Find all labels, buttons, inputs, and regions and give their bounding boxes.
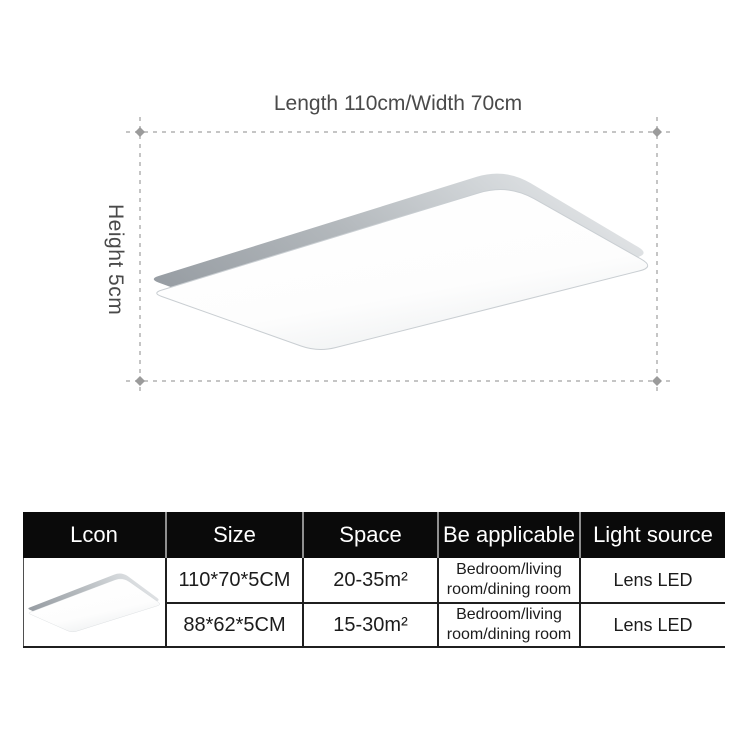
- table-cell-applicable: Bedroom/living room/dining room: [439, 558, 581, 604]
- table-cell-space: 15-30m²: [304, 604, 439, 646]
- height-label: Height 5cm: [104, 204, 127, 316]
- table-cell-light-source: Lens LED: [581, 558, 725, 604]
- header-space: Space: [304, 512, 439, 558]
- spec-table: [23, 512, 725, 648]
- ceiling-lamp-icon: [26, 570, 163, 634]
- table-cell-size: 88*62*5CM: [167, 604, 304, 646]
- product-icon-cell: [23, 558, 167, 646]
- length-width-label: Length 110cm/Width 70cm: [273, 92, 523, 115]
- table-cell-size: 110*70*5CM: [167, 558, 304, 604]
- header-icon: Lcon: [23, 512, 167, 558]
- table-cell-applicable: Bedroom/living room/dining room: [439, 604, 581, 646]
- table-cell-space: 20-35m²: [304, 558, 439, 604]
- header-size: Size: [167, 512, 304, 558]
- ceiling-lamp-image: [154, 174, 648, 350]
- table-cell-light-source: Lens LED: [581, 604, 725, 646]
- header-light-source: Light source: [581, 512, 725, 558]
- header-applicable: Be applicable: [439, 512, 581, 558]
